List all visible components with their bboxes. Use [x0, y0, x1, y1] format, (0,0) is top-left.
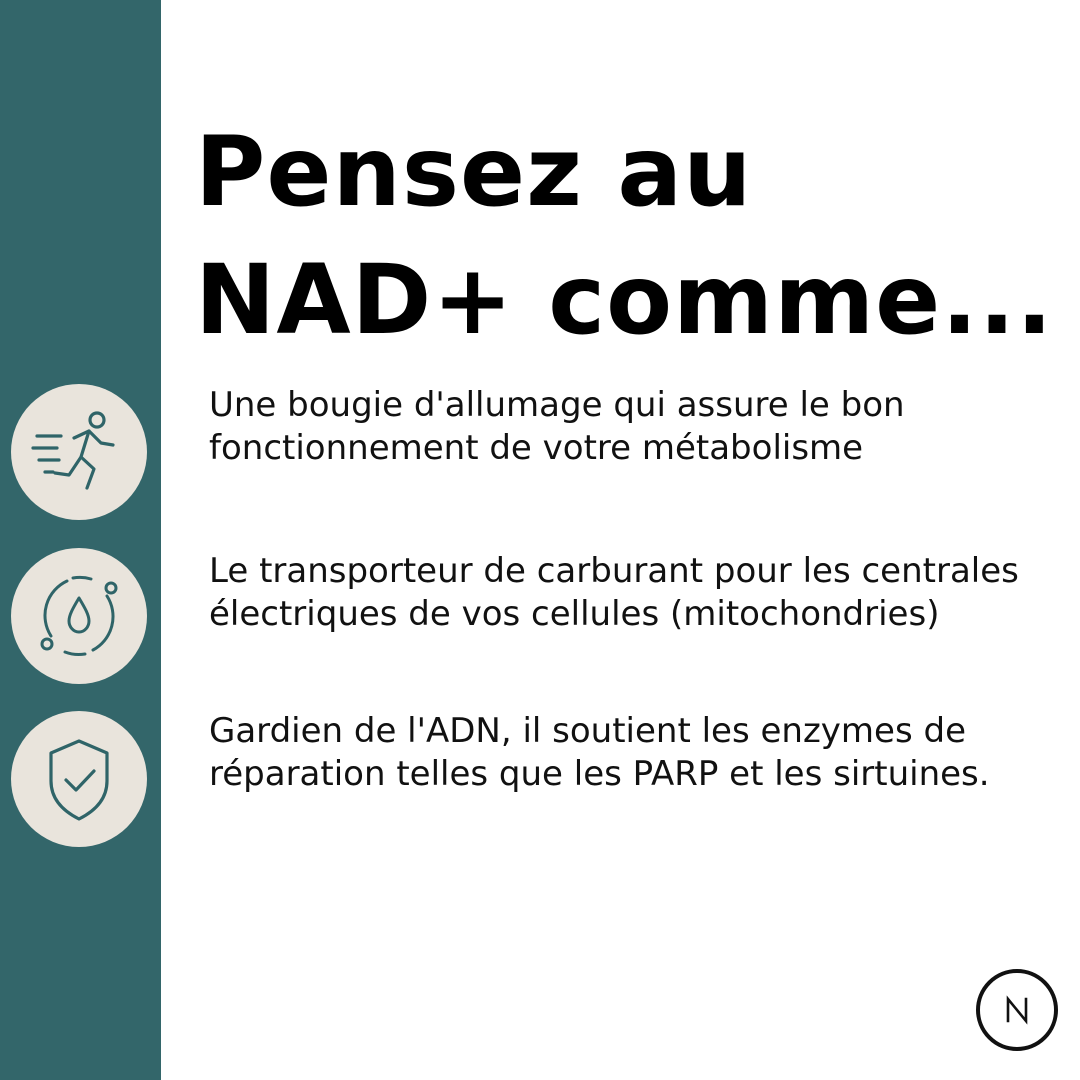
headline-line-1: Pensez au	[195, 116, 753, 228]
shield-check-icon	[29, 729, 129, 829]
side-color-bar	[0, 0, 161, 1080]
energy-cycle-badge	[11, 548, 147, 684]
n-monogram-logo	[1002, 995, 1032, 1025]
headline-line-2: NAD+ comme...	[195, 244, 1054, 356]
headline	[195, 108, 1065, 364]
running-person-icon	[29, 402, 129, 502]
shield-badge	[11, 711, 147, 847]
point-dna-repair: Gardien de l'ADN, il soutient les enzymes de réparation telles que les PARP et les sirtuines.	[209, 711, 990, 794]
brand-logo	[976, 969, 1058, 1051]
running-person-badge	[11, 384, 147, 520]
energy-drop-cycle-icon	[29, 566, 129, 666]
point-mitochondria: Le transporteur de carburant pour les centrales électriques de vos cellules (mitochondries)	[209, 551, 1019, 634]
point-metabolism: Une bougie d'allumage qui assure le bon fonctionnement de votre métabolisme	[209, 385, 905, 468]
